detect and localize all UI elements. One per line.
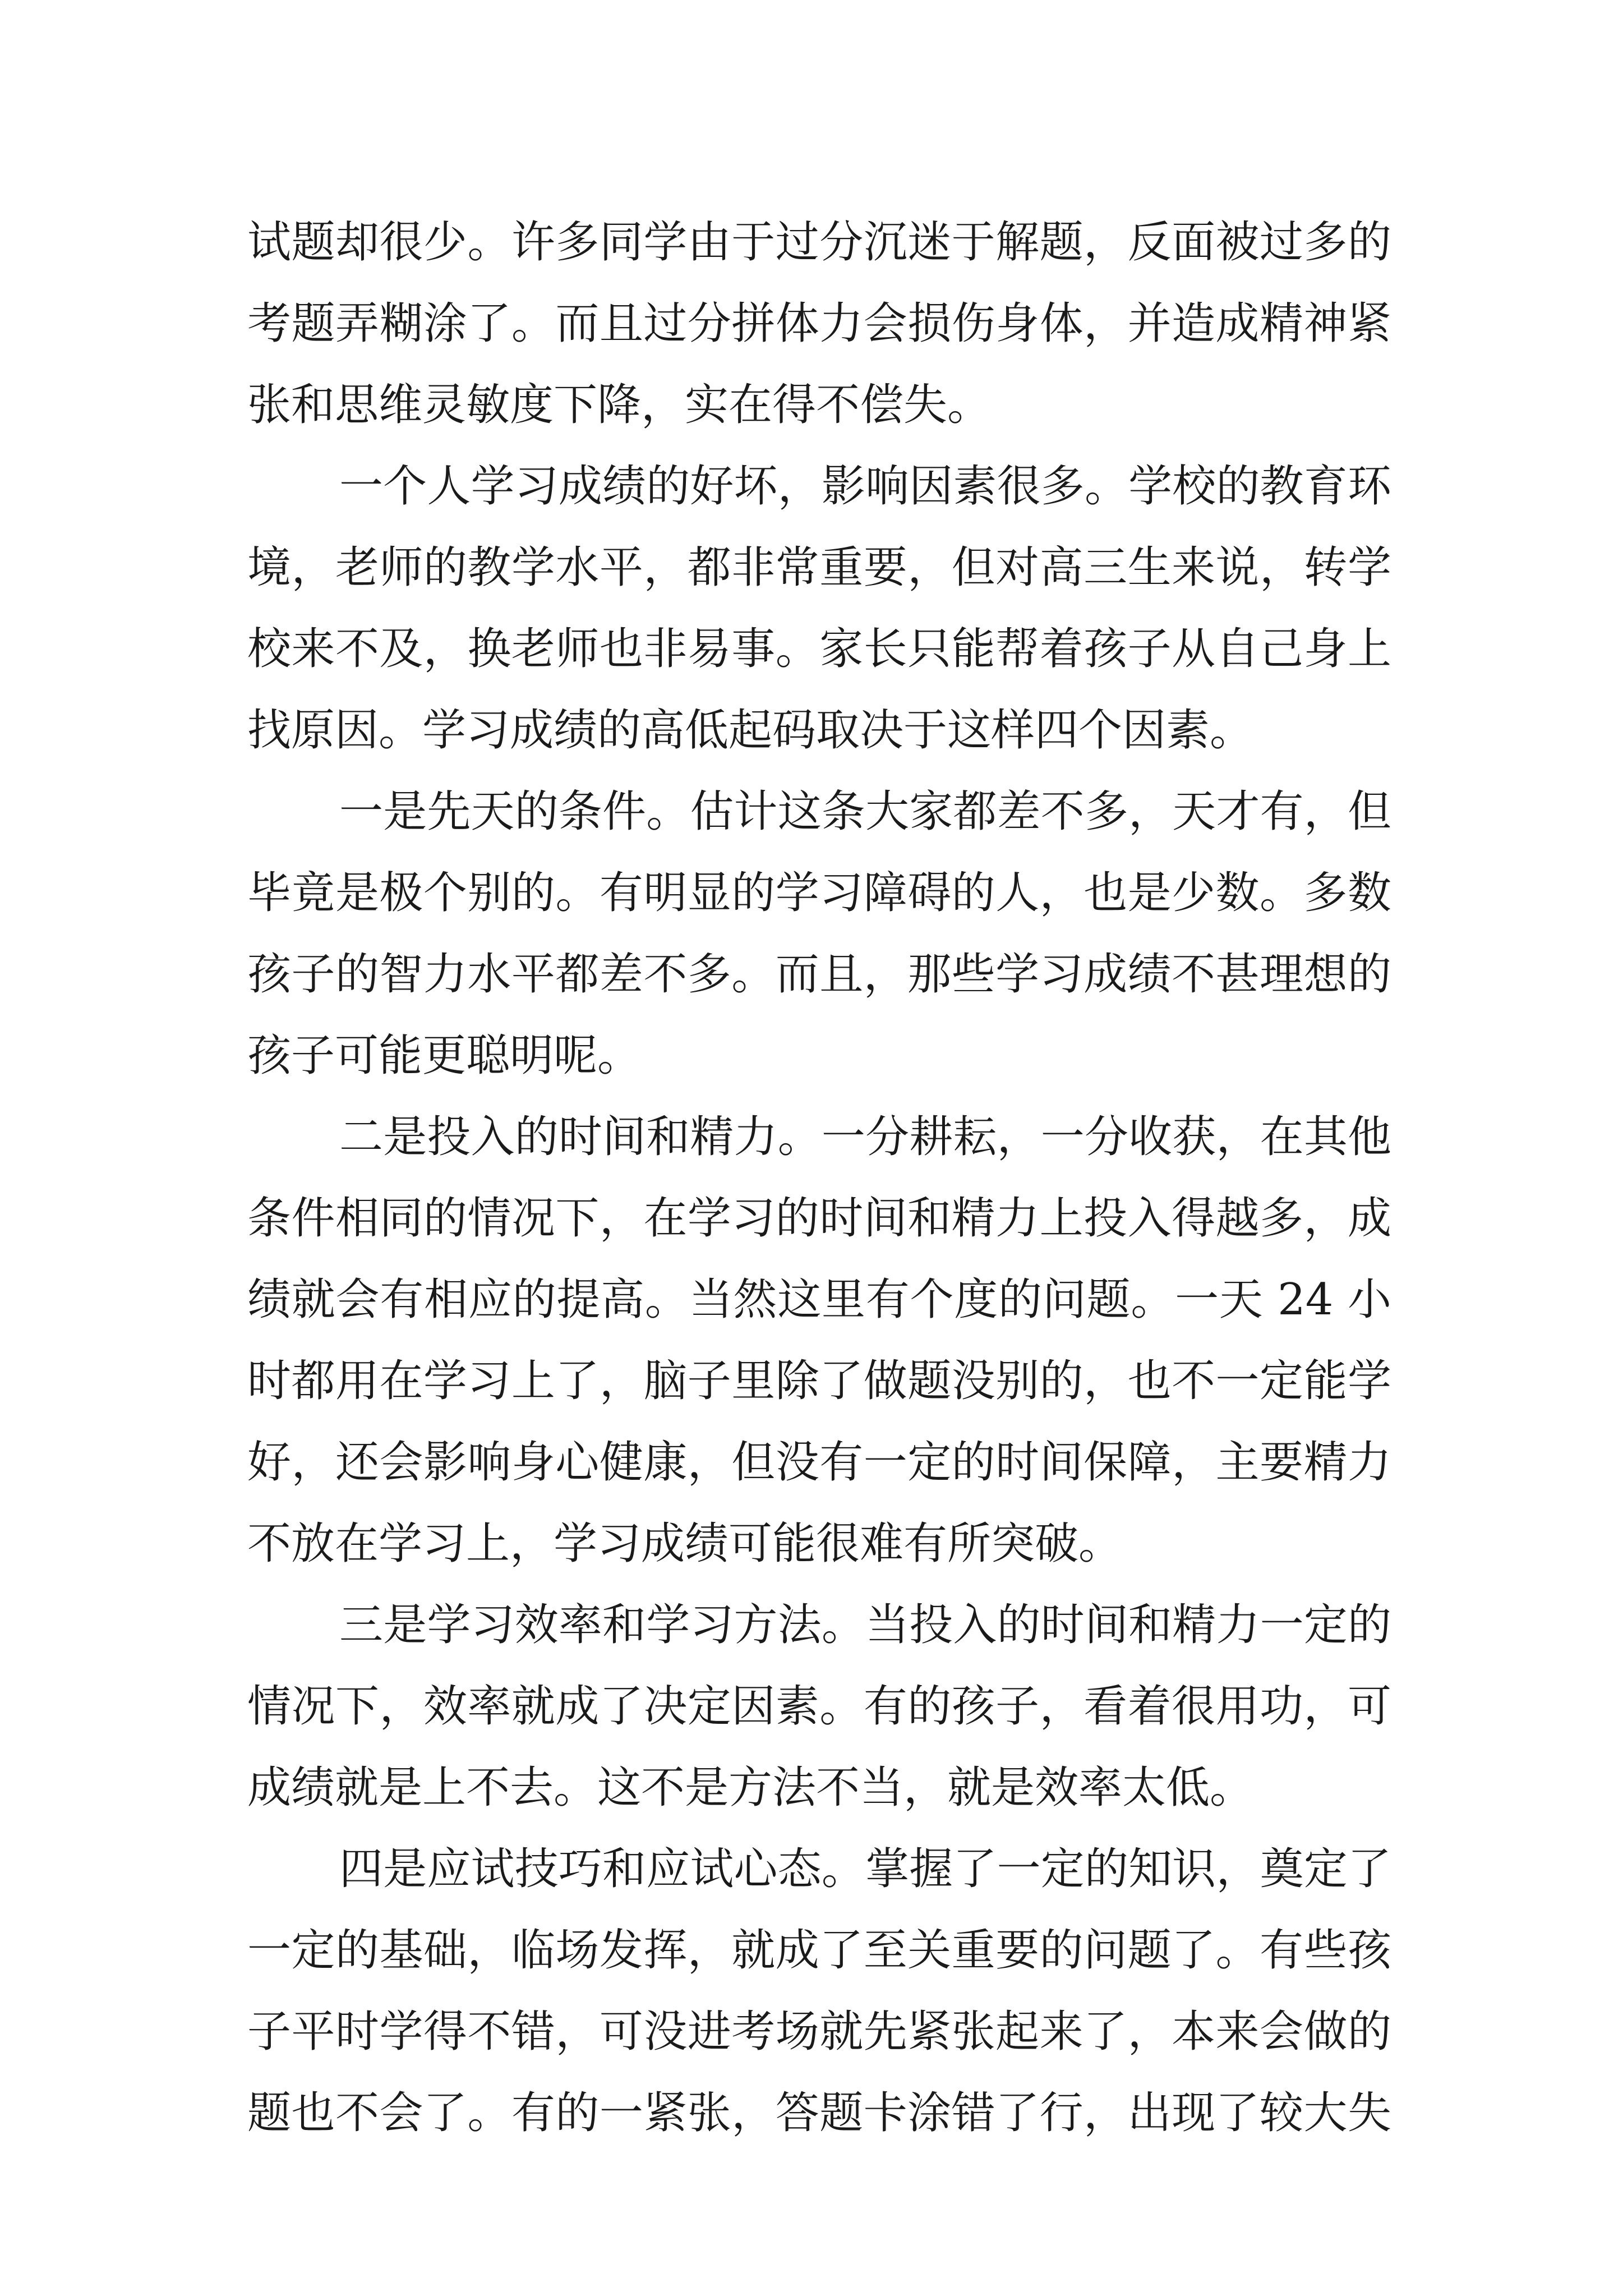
paragraph-2	[247, 446, 1391, 771]
text-line: 孩子可能更聪明呢。	[247, 1030, 642, 1081]
paragraph-3	[247, 771, 1391, 1097]
text-line: 考题弄糊涂了。而且过分拼体力会损伤身体，并造成精神紧	[247, 298, 1391, 349]
text-line: 试题却很少。许多同学由于过分沉迷于解题，反面被过多的	[247, 217, 1391, 268]
body-text	[247, 202, 1391, 2154]
text-line: 找原因。学习成绩的高低起码取决于这样四个因素。	[247, 705, 1254, 756]
text-line: 一定的基础，临场发挥，就成了至关重要的问题了。有些孩	[247, 1925, 1391, 1976]
text-line: 条件相同的情况下，在学习的时间和精力上投入得越多，成	[247, 1193, 1391, 1244]
text-line: 一是先天的条件。估计这条大家都差不多，天才有，但	[339, 786, 1391, 837]
text-line: 绩就会有相应的提高。当然这里有个度的问题。一天 24 小	[247, 1274, 1391, 1325]
paragraph-1	[247, 202, 1391, 446]
text-line: 四是应试技巧和应试心态。掌握了一定的知识，奠定了	[339, 1844, 1391, 1894]
text-line: 毕竟是极个别的。有明显的学习障碍的人，也是少数。多数	[247, 868, 1391, 918]
paragraph-5	[247, 1585, 1391, 1829]
paragraph-6	[247, 1829, 1391, 2154]
text-line: 境，老师的教学水平，都非常重要，但对高三生来说，转学	[247, 542, 1391, 593]
text-line: 校来不及，换老师也非易事。家长只能帮着孩子从自己身上	[247, 624, 1391, 674]
text-line: 子平时学得不错，可没进考场就先紧张起来了，本来会做的	[247, 2007, 1391, 2057]
text-line: 好，还会影响身心健康，但没有一定的时间保障，主要精力	[247, 1437, 1391, 1488]
text-line: 二是投入的时间和精力。一分耕耘，一分收获，在其他	[339, 1112, 1391, 1162]
text-line: 三是学习效率和学习方法。当投入的时间和精力一定的	[339, 1600, 1391, 1650]
paragraph-4	[247, 1097, 1391, 1585]
text-line: 孩子的智力水平都差不多。而且，那些学习成绩不甚理想的	[247, 949, 1391, 1000]
text-line: 题也不会了。有的一紧张，答题卡涂错了行，出现了较大失	[247, 2088, 1391, 2138]
text-line: 张和思维灵敏度下降，实在得不偿失。	[247, 380, 992, 430]
text-line: 不放在学习上，学习成绩可能很难有所突破。	[247, 1519, 1123, 1569]
text-line: 时都用在学习上了，脑子里除了做题没别的，也不一定能学	[247, 1356, 1391, 1406]
text-line: 成绩就是上不去。这不是方法不当，就是效率太低。	[247, 1763, 1254, 1813]
text-line: 情况下，效率就成了决定因素。有的孩子，看着很用功，可	[247, 1681, 1391, 1732]
text-line: 一个人学习成绩的好坏，影响因素很多。学校的教育环	[339, 461, 1391, 512]
